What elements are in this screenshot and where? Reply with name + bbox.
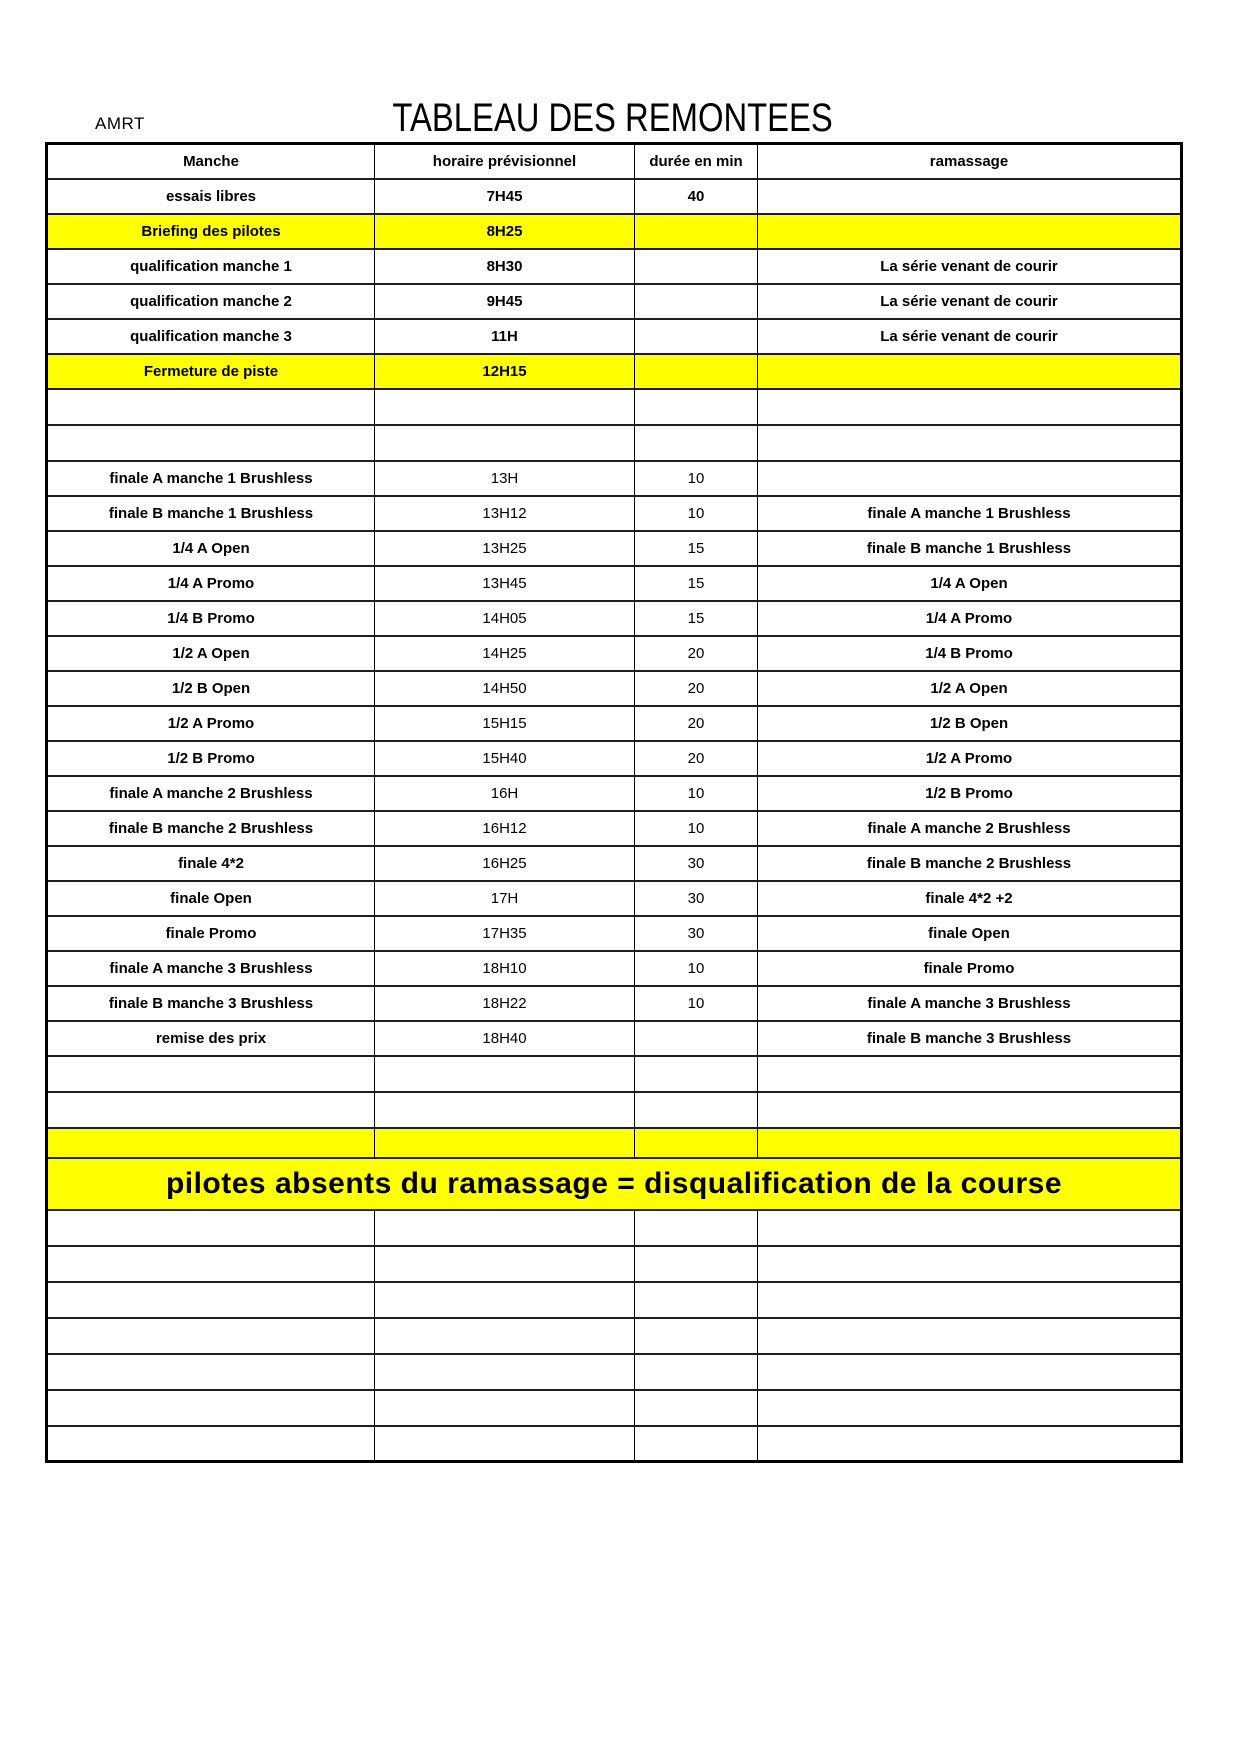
cell-duree (635, 1246, 758, 1282)
cell-ramassage: 1/4 A Promo (758, 601, 1182, 636)
cell-horaire: 13H25 (375, 531, 635, 566)
cell-manche (47, 1246, 375, 1282)
cell-ramassage: finale B manche 3 Brushless (758, 1021, 1182, 1056)
cell-manche: remise des prix (47, 1021, 375, 1056)
cell-horaire: 13H (375, 461, 635, 496)
cell-horaire (375, 1056, 635, 1092)
table-row (47, 741, 1182, 776)
table-row (47, 671, 1182, 706)
cell-duree: 30 (635, 881, 758, 916)
cell-ramassage (758, 425, 1182, 461)
cell-duree (635, 1426, 758, 1462)
cell-manche: Briefing des pilotes (47, 214, 375, 249)
cell-duree: 10 (635, 461, 758, 496)
table-row (47, 1354, 1182, 1390)
cell-duree (635, 1092, 758, 1128)
cell-horaire (375, 1092, 635, 1128)
table-row (47, 1210, 1182, 1246)
cell-horaire (375, 1390, 635, 1426)
cell-horaire: 14H05 (375, 601, 635, 636)
cell-ramassage: 1/2 A Promo (758, 741, 1182, 776)
cell-ramassage: 1/4 B Promo (758, 636, 1182, 671)
cell-duree: 40 (635, 179, 758, 214)
schedule-table (45, 142, 1183, 1463)
page-title-text: TABLEAU DES REMONTEES (392, 96, 833, 140)
cell-duree (635, 1128, 758, 1158)
cell-manche (47, 1092, 375, 1128)
cell-manche (47, 1426, 375, 1462)
cell-horaire (375, 389, 635, 425)
cell-horaire: 14H50 (375, 671, 635, 706)
table-row (47, 1282, 1182, 1318)
table-row (47, 986, 1182, 1021)
cell-ramassage: finale A manche 2 Brushless (758, 811, 1182, 846)
table-row (47, 249, 1182, 284)
cell-duree: 20 (635, 636, 758, 671)
cell-manche (47, 425, 375, 461)
cell-manche: 1/4 A Promo (47, 566, 375, 601)
cell-duree: 15 (635, 566, 758, 601)
cell-ramassage (758, 1354, 1182, 1390)
cell-manche: finale A manche 3 Brushless (47, 951, 375, 986)
table-row (47, 1390, 1182, 1426)
table-row (47, 425, 1182, 461)
cell-duree (635, 249, 758, 284)
table-row (47, 319, 1182, 354)
cell-manche: finale B manche 2 Brushless (47, 811, 375, 846)
cell-horaire: 8H25 (375, 214, 635, 249)
cell-duree (635, 354, 758, 389)
table-row (47, 179, 1182, 214)
table-row (47, 1128, 1182, 1158)
table-row (47, 636, 1182, 671)
cell-manche (47, 1390, 375, 1426)
cell-horaire (375, 1426, 635, 1462)
cell-horaire (375, 1318, 635, 1354)
cell-ramassage: finale Open (758, 916, 1182, 951)
column-header-manche: Manche (47, 144, 375, 179)
table-row (47, 389, 1182, 425)
cell-horaire: 13H12 (375, 496, 635, 531)
cell-ramassage: La série venant de courir (758, 284, 1182, 319)
cell-ramassage (758, 1246, 1182, 1282)
cell-duree (635, 1056, 758, 1092)
cell-duree (635, 1282, 758, 1318)
cell-ramassage: 1/4 A Open (758, 566, 1182, 601)
cell-ramassage: La série venant de courir (758, 319, 1182, 354)
cell-duree: 15 (635, 601, 758, 636)
cell-duree (635, 1021, 758, 1056)
cell-duree: 30 (635, 846, 758, 881)
table-row (47, 214, 1182, 249)
table-row (47, 776, 1182, 811)
cell-manche: qualification manche 1 (47, 249, 375, 284)
cell-manche (47, 389, 375, 425)
document-header (45, 96, 1180, 141)
table-row (47, 461, 1182, 496)
cell-horaire: 18H40 (375, 1021, 635, 1056)
cell-horaire: 16H (375, 776, 635, 811)
cell-duree: 10 (635, 951, 758, 986)
cell-horaire: 17H (375, 881, 635, 916)
banner-row (47, 1158, 1182, 1210)
banner-text: pilotes absents du ramassage = disqualification de la course (47, 1158, 1182, 1210)
table-row (47, 1021, 1182, 1056)
cell-duree (635, 319, 758, 354)
table-row (47, 811, 1182, 846)
cell-ramassage (758, 1426, 1182, 1462)
cell-duree (635, 1210, 758, 1246)
cell-ramassage (758, 1318, 1182, 1354)
cell-manche: finale A manche 2 Brushless (47, 776, 375, 811)
table-row (47, 1246, 1182, 1282)
cell-manche: qualification manche 2 (47, 284, 375, 319)
cell-ramassage: finale B manche 1 Brushless (758, 531, 1182, 566)
cell-horaire (375, 425, 635, 461)
cell-ramassage (758, 354, 1182, 389)
table-row (47, 1426, 1182, 1462)
cell-manche (47, 1056, 375, 1092)
cell-ramassage: finale 4*2 +2 (758, 881, 1182, 916)
cell-horaire (375, 1210, 635, 1246)
table-row (47, 846, 1182, 881)
cell-ramassage: finale A manche 1 Brushless (758, 496, 1182, 531)
cell-manche (47, 1210, 375, 1246)
cell-ramassage (758, 389, 1182, 425)
cell-manche: essais libres (47, 179, 375, 214)
cell-duree (635, 389, 758, 425)
cell-horaire: 16H12 (375, 811, 635, 846)
cell-ramassage (758, 1056, 1182, 1092)
cell-manche (47, 1318, 375, 1354)
table-row (47, 916, 1182, 951)
cell-duree: 10 (635, 986, 758, 1021)
cell-horaire: 13H45 (375, 566, 635, 601)
cell-horaire: 8H30 (375, 249, 635, 284)
cell-manche: finale Promo (47, 916, 375, 951)
cell-manche: 1/2 A Open (47, 636, 375, 671)
cell-ramassage (758, 1282, 1182, 1318)
cell-horaire (375, 1246, 635, 1282)
table-row (47, 951, 1182, 986)
cell-duree: 10 (635, 811, 758, 846)
cell-horaire: 9H45 (375, 284, 635, 319)
cell-horaire: 15H15 (375, 706, 635, 741)
cell-ramassage (758, 1390, 1182, 1426)
cell-ramassage (758, 214, 1182, 249)
cell-manche: qualification manche 3 (47, 319, 375, 354)
cell-horaire: 16H25 (375, 846, 635, 881)
cell-duree (635, 1318, 758, 1354)
table-header-row (47, 144, 1182, 179)
table-row (47, 706, 1182, 741)
cell-horaire: 15H40 (375, 741, 635, 776)
table-row (47, 601, 1182, 636)
cell-manche: 1/2 B Promo (47, 741, 375, 776)
cell-ramassage: 1/2 B Open (758, 706, 1182, 741)
cell-manche: finale A manche 1 Brushless (47, 461, 375, 496)
cell-duree: 20 (635, 671, 758, 706)
column-header-ramassage: ramassage (758, 144, 1182, 179)
cell-ramassage: finale A manche 3 Brushless (758, 986, 1182, 1021)
cell-manche: finale 4*2 (47, 846, 375, 881)
cell-manche: finale B manche 3 Brushless (47, 986, 375, 1021)
cell-horaire: 17H35 (375, 916, 635, 951)
table-row (47, 354, 1182, 389)
cell-ramassage (758, 1210, 1182, 1246)
cell-horaire: 14H25 (375, 636, 635, 671)
table-row (47, 566, 1182, 601)
cell-horaire (375, 1282, 635, 1318)
cell-ramassage: 1/2 A Open (758, 671, 1182, 706)
cell-ramassage: finale B manche 2 Brushless (758, 846, 1182, 881)
page-title (45, 96, 1180, 141)
cell-manche: 1/2 A Promo (47, 706, 375, 741)
cell-ramassage (758, 179, 1182, 214)
org-label: AMRT (95, 114, 145, 133)
column-header-duree: durée en min (635, 144, 758, 179)
cell-duree (635, 425, 758, 461)
cell-ramassage: La série venant de courir (758, 249, 1182, 284)
cell-horaire: 18H22 (375, 986, 635, 1021)
cell-duree: 20 (635, 706, 758, 741)
cell-horaire: 11H (375, 319, 635, 354)
table-row (47, 1092, 1182, 1128)
cell-manche: 1/4 B Promo (47, 601, 375, 636)
cell-duree (635, 214, 758, 249)
cell-manche (47, 1282, 375, 1318)
cell-duree: 10 (635, 776, 758, 811)
cell-duree: 15 (635, 531, 758, 566)
table-row (47, 881, 1182, 916)
cell-horaire: 7H45 (375, 179, 635, 214)
cell-ramassage (758, 1092, 1182, 1128)
table-row (47, 496, 1182, 531)
cell-duree: 30 (635, 916, 758, 951)
cell-manche: 1/2 B Open (47, 671, 375, 706)
table-row (47, 1318, 1182, 1354)
cell-ramassage (758, 461, 1182, 496)
cell-manche: finale Open (47, 881, 375, 916)
cell-manche: finale B manche 1 Brushless (47, 496, 375, 531)
cell-ramassage: finale Promo (758, 951, 1182, 986)
cell-horaire: 12H15 (375, 354, 635, 389)
cell-horaire (375, 1128, 635, 1158)
cell-manche (47, 1128, 375, 1158)
cell-ramassage: 1/2 B Promo (758, 776, 1182, 811)
cell-manche: Fermeture de piste (47, 354, 375, 389)
table-row (47, 531, 1182, 566)
table-body (47, 179, 1182, 1462)
column-header-horaire: horaire prévisionnel (375, 144, 635, 179)
cell-manche: 1/4 A Open (47, 531, 375, 566)
cell-duree: 20 (635, 741, 758, 776)
cell-duree: 10 (635, 496, 758, 531)
cell-horaire (375, 1354, 635, 1390)
cell-manche (47, 1354, 375, 1390)
cell-duree (635, 1354, 758, 1390)
table-row (47, 1056, 1182, 1092)
cell-duree (635, 284, 758, 319)
table-row (47, 284, 1182, 319)
cell-horaire: 18H10 (375, 951, 635, 986)
cell-ramassage (758, 1128, 1182, 1158)
cell-duree (635, 1390, 758, 1426)
